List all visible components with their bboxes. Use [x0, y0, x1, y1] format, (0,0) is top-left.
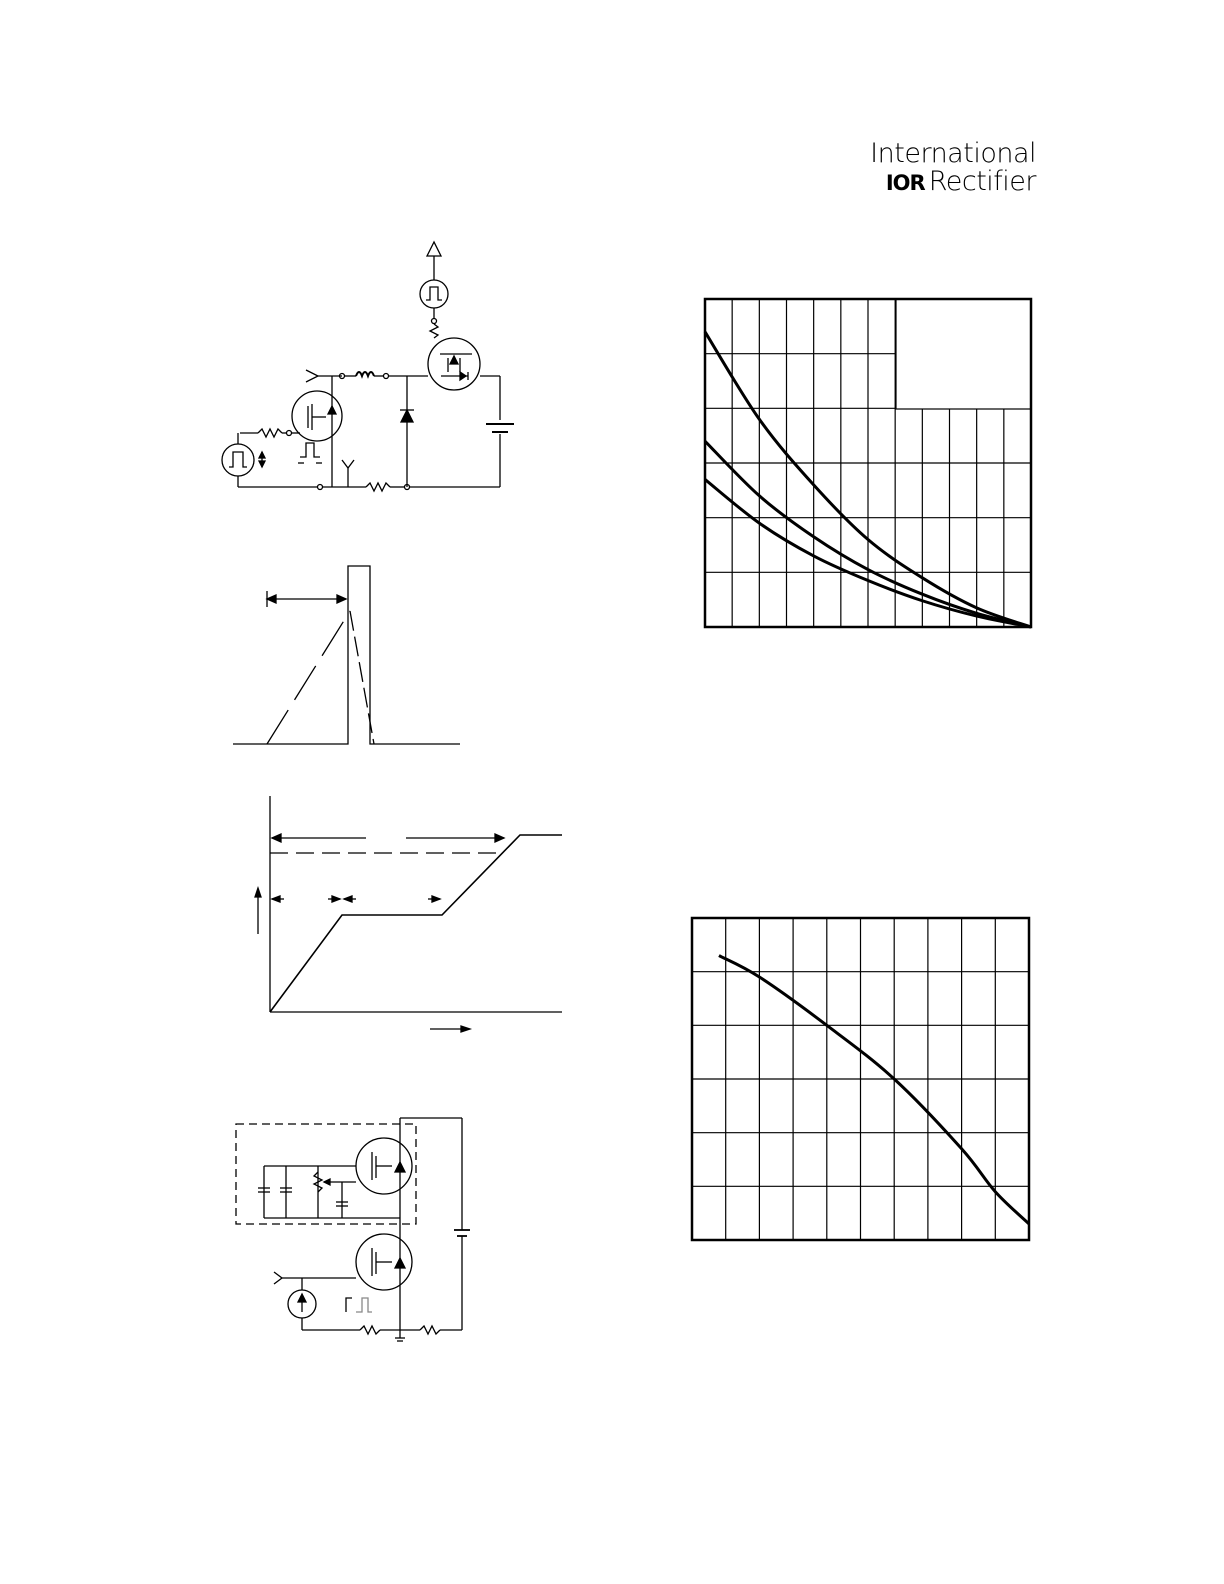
ir-logo-icon: IOR	[885, 171, 925, 196]
company-name-line2: Rectifier	[928, 166, 1036, 198]
company-name-line1: International	[870, 138, 1036, 169]
series-line-1	[719, 956, 1029, 1224]
